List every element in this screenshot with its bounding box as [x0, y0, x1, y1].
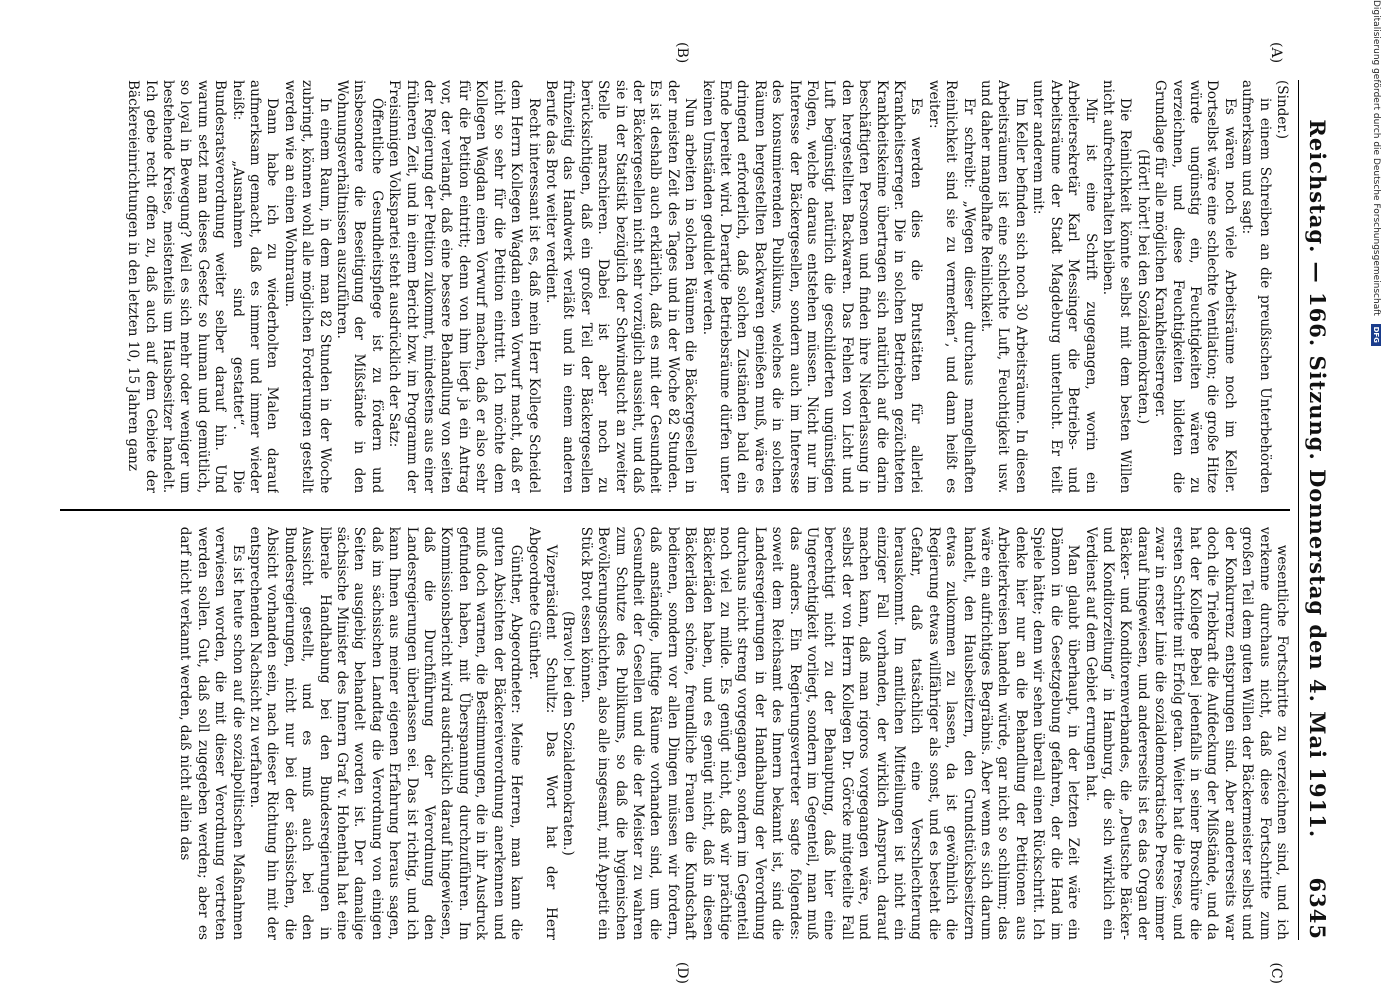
credit-text: Digitalisierung gefördert durch die Deutsche Forschungsgemeinschaft [1371, 0, 1381, 316]
paragraph: Er schreibt: „Wegen dieser durchaus mangelhaften Reinlichkeit sind sie zu vermerken“, und dann heißt es weiter: [925, 80, 977, 494]
column-divider [60, 509, 1290, 511]
left-column [60, 80, 1290, 493]
paragraph: Im Keller befinden sich noch 30 Arbeitsräume. In diesen Arbeitsräumen ist eine schlechte Luft, Feuchtigkeit usw. und daher mangelhafte Reinlichkeit. [978, 80, 1029, 494]
page-number: 6345 [1305, 877, 1330, 940]
margin-marker-d: (D) [674, 961, 690, 984]
paragraph: Vizepräsident Schultz: Das Wort hat der Herr Abgeordnete Günther. [525, 526, 559, 940]
paragraph: Dann habe ich zu wiederholten Malen darauf aufmerksam gemacht, daß es immer und immer wieder heißt: „Ausnahmen sind gestattet“. Die Bundesratsverordnung weiter selber darauf hin. Und warum setzt man dieses Gesetz so human und gemütlich, so loyal in Bewegung? Weil es sich mehr oder weniger um bestehende Kreise, meistenteils um Hausbesitzer handelt. Ich gebe recht offen zu, daß auch auf dem Gebiete der Bäckereieinrichtungen in den letzten 10, 15 Jahren ganz [125, 80, 281, 494]
paragraph: Öffentliche Gesundheitspflege ist zu fördern und insbesondere die Beseitigung der Mißstände in den Wohnungsverhältnissen auszuführen. [334, 80, 385, 494]
digitization-credit [1369, 0, 1383, 1000]
header-title: Reichstag. — 166. Sitzung. Donnerstag den 4. Mai 1911. [1305, 119, 1330, 839]
paragraph: in einem Schreiben an die preußischen Unterbehörden aufmerksam und sagt: [1239, 80, 1273, 494]
paragraph: Nun arbeiten in solchen Räumen die Bäckergesellen in der meisten Zeit des Tages und in der Woche 82 Stunden. Es ist deshalb auch erklärlich, daß es mit der Gesundheit der Bäckergesellen nicht sehr vorzüglich aussieht, und daß sie in der Statistik bezüglich der Schwindsucht an zweiter Stelle marschieren. Dabei ist aber noch zu berücksichtigen, daß ein großer Teil der Bäckergesellen frühzeitig das Handwerk verläßt und in einem anderen Berufe das Brot weiter verdient. [542, 80, 699, 494]
paragraph: Die Reinlichkeit könnte selbst mit dem besten Willen nicht aufrechterhalten bleiben. [1099, 80, 1134, 494]
margin-marker-c: (C) [1268, 962, 1284, 984]
paragraph: Es ist heute schon auf die sozialpolitischen Maßnahmen verwiesen worden, die mit dieser Verordnung vertreten werden sollen. Gut, daß soll zugegeben werden; aber es darf nicht verkannt werden, daß nicht allein das [177, 526, 246, 940]
margin-marker-b: (B) [674, 42, 690, 64]
text-columns [60, 42, 1290, 984]
paragraph: Recht interessant ist es, daß mein Herr Kollege Scheidel dem Herrn Kollegen Wagdan einen Vorwurf macht, daß er nicht so sehr für die Petition eintritt. Ich möchte dem Kollegen Wagdan einen Vorwurf machen, daß er also sehr für die Petition eintritt; denn von ihm liegt ja ein Antrag vor, der verlangt, daß eine bessere Behandlung von seiten der Regierung der Petition zukommt, mindestens aus einer früheren Zeit, und in einem Bericht bzw. im Programm der Freisinnigen Volkspartei steht ausdrücklich der Satz: [386, 80, 542, 494]
speaker-reference: (Sinder.) [1274, 80, 1290, 140]
paragraph: Es werden dies die Brutstätten für allerlei Krankheitserreger. Die in solchen Betrieben gezüchteten Krankheitskeime übertragen sich natürlich auf die darin beschäftigten Personen und finden ihre Niederlassung in den hergestellten Backwaren. Das Fehlen von Licht und Luft begünstigt natürlich die geschilderten ungünstigen Folgen, welche daraus entstehen müssen. Nicht nur im Interesse der Bäckergesellen, sondern auch im Interesse des konsumierenden Publikums, welches die in solchen Räumen hergestellten Backwaren genießen muß, wäre es dringend erforderlich, daß solchen Zuständen bald ein Ende bereitet wird. Derartige Betriebsräume dürfen unter keinen Umständen geduldet werden. [699, 80, 925, 494]
paragraph: In einem Raum, in dem man 82 Stunden in der Woche zubringt, können wohl alle möglichen Forderungen gestellt werden wie an einen Wohnraum. [281, 80, 333, 494]
paragraph: Mir ist eine Schrift zugegangen, worin ein Arbeitersekretär Karl Messinger die Betriebs- und Arbeitsräume der Stadt Magdeburg unterlucht. Er teilt unter anderem mit: [1030, 80, 1099, 494]
dfg-logo: DFG [1371, 324, 1381, 346]
paragraph: (Hört! hört! bei den Sozialdemokraten.) [1134, 149, 1151, 425]
right-column [60, 527, 1290, 940]
paragraph: Günther, Abgeordneter: Meine Herren, man kann die guten Absichten der Bäckereiverordnung anerkennen und muß doch warnen, die Bestimmungen, die in ihr Ausdruck gefunden haben, mit Überspannung durchzuführen. Im Kommissionsbericht wird ausdrücklich darauf hingewiesen, daß die Durchführung der Verordnung den Landesregierungen überlassen sei. Das ist richtig, und ich kann Ihnen aus meiner eigenen Erfahrung heraus sagen, daß im sächsischen Landtag die Verordnung von einigen Seiten ausgiebig behandelt worden ist. Der damalige sächsische Minister des Innern Graf v. Hohenthal hat eine liberale Handhabung bei den Bundesregierungen in Aussicht gestellt, und es muß auch bei den Bundesregierungen, nicht nur bei der sächsischen, die Absicht vorhanden sein, nach dieser Richtung hin mit der entsprechenden Nachsicht zu verfahren. [247, 526, 525, 940]
paragraph: Man glaubt überhaupt, in der letzten Zeit wäre ein Dämon in die Gesetzgebung gefahren, der die Hand im Spiele hätte; denn wir sehen überall einen Rückschritt. Ich denke hier nur an die Behandlung der Petitionen aus Arbeiterkreisen handeln würde, gar nicht so schlimm; das wäre ein aufrichtiges Begräbnis. Aber wenn es sich darum handelt, den Hausbesitzern, den Grundstücksbesitzern etwas zukommen zu lassen, da ist gewöhnlich die Regierung etwas willfähriger als sonst, und es besteht die Gefahr, daß tatsächlich eine Verschlechterung herauskommt. Im amtlichen Mitteilungen ist nicht ein einziger Fall vorhanden, der wirklich Anspruch darauf machen kann, daß man rigoros vorgegangen wäre, und selbst der von Herrn Kollegen Dr. Görcke mitgeteilte Fall berechtigt nicht zu der Behauptung, daß hier eine Ungerechtigkeit vorliegt, sondern im Gegenteil, man muß das anders. Ein Regierungsvertreter sagte folgendes: soweit dem Reichsamt des Innern bekannt ist, sind die Landesregierungen in der Handhabung der Verordnung durchaus nicht streng vorgegangen, sondern im Gegenteil noch viel zu milde. Es genügt nicht, daß wir prächtige Bäckerläden haben, und es genügt nicht, daß in diesen Bäckerläden schöne, freundliche Frauen die Kundschaft bedienen, sondern vor allen Dingen müssen wir fordern, daß anständige, luftige Räume vorhanden sind, um die Gesundheit der Gesellen und die der Meister zu wahren zum Schutze des Publikums, so daß die hygienischen Bevölkerungsschichten, also alle insgesamt, mit Appetit ein Stück Brot essen können. [577, 526, 1082, 940]
paragraph: wesentliche Fortschritte zu verzeichnen sind, und ich verkenne durchaus nicht, daß diese Fortschritte zum großen Teil dem guten Willen der Bäckermeister selbst und der Konkurrenz entsprungen sind. Aber andererseits war doch die Triebkraft die Aufdeckung der Mißstände, und da hat der Kollege Bebel jedenfalls in seiner Broschüre die ersten Schritte mit Erfolg getan. Weiter hat die Presse, und zwar in erster Linie die sozialdemokratische Presse immer darauf hingewiesen, und andererseits ist es das Organ der Bäcker- und Konditorenverbandes, die „Deutsche Bäcker- und Konditorzeitung“ in Hamburg, die sich wirklich ein Verdienst auf dem Gebiet errungen hat. [1082, 526, 1290, 940]
margin-marker-a: (A) [1268, 42, 1284, 64]
paragraph: Es wären noch viele Arbeitsräume noch im Keller. Dortselbst wäre eine schlechte Ventilation; die große Hitze würde ungünstig ein, Feuchtigkeiten wären zu verzeichnen, und diese Feuchtigkeiten bildeten die Grundlage für alle möglichen Krankheitserreger. [1152, 80, 1238, 494]
paragraph: (Bravo! bei den Sozialdemokraten.) [560, 610, 577, 856]
page-header [1298, 80, 1330, 940]
